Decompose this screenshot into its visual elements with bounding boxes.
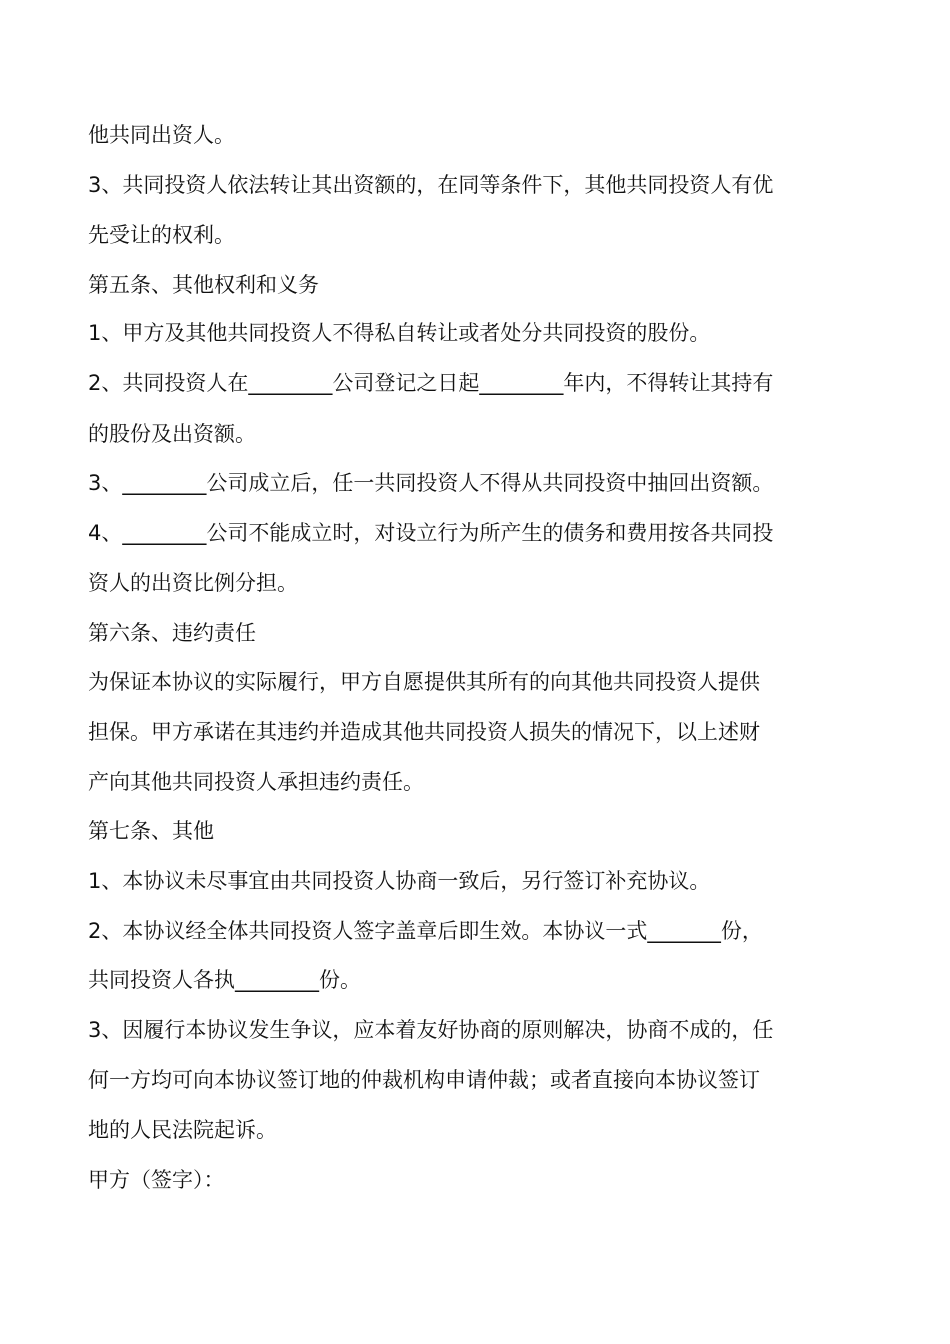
text-line: 为保证本协议的实际履行，甲方自愿提供其所有的向其他共同投资人提供 <box>88 670 760 694</box>
text-line: 的股份及出资额。 <box>88 422 256 446</box>
text-line: 资人的出资比例分担。 <box>88 571 298 595</box>
signature-label: 甲方（签字）： <box>88 1168 225 1192</box>
text-line: 先受让的权利。 <box>88 223 235 247</box>
section-heading: 第六条、违约责任 <box>88 621 256 645</box>
text-line: 1、甲方及其他共同投资人不得私自转让或者处分共同投资的股份。 <box>88 321 711 345</box>
text-line: 产向其他共同投资人承担违约责任。 <box>88 770 424 794</box>
text-line: 何一方均可向本协议签订地的仲裁机构申请仲裁；或者直接向本协议签订 <box>88 1068 760 1092</box>
text-line: 2、共同投资人在________公司登记之日起________年内，不得转让其持有 <box>88 371 774 395</box>
text-line: 共同投资人各执________份。 <box>88 968 361 992</box>
text-line: 2、本协议经全体共同投资人签字盖章后即生效。本协议一式_______份， <box>88 919 763 943</box>
section-heading: 第五条、其他权利和义务 <box>88 273 319 297</box>
text-line: 3、________公司成立后，任一共同投资人不得从共同投资中抽回出资额。 <box>88 471 774 495</box>
section-heading: 第七条、其他 <box>88 819 214 843</box>
text-line: 3、因履行本协议发生争议，应本着友好协商的原则解决，协商不成的，任 <box>88 1018 774 1042</box>
text-line: 4、________公司不能成立时，对设立行为所产生的债务和费用按各共同投 <box>88 521 774 545</box>
text-line: 地的人民法院起诉。 <box>88 1118 277 1142</box>
text-line: 他共同出资人。 <box>88 123 235 147</box>
text-line: 担保。甲方承诺在其违约并造成其他共同投资人损失的情况下，以上述财 <box>88 720 760 744</box>
text-line: 3、共同投资人依法转让其出资额的，在同等条件下，其他共同投资人有优 <box>88 173 774 197</box>
text-line: 1、本协议未尽事宜由共同投资人协商一致后，另行签订补充协议。 <box>88 869 711 893</box>
